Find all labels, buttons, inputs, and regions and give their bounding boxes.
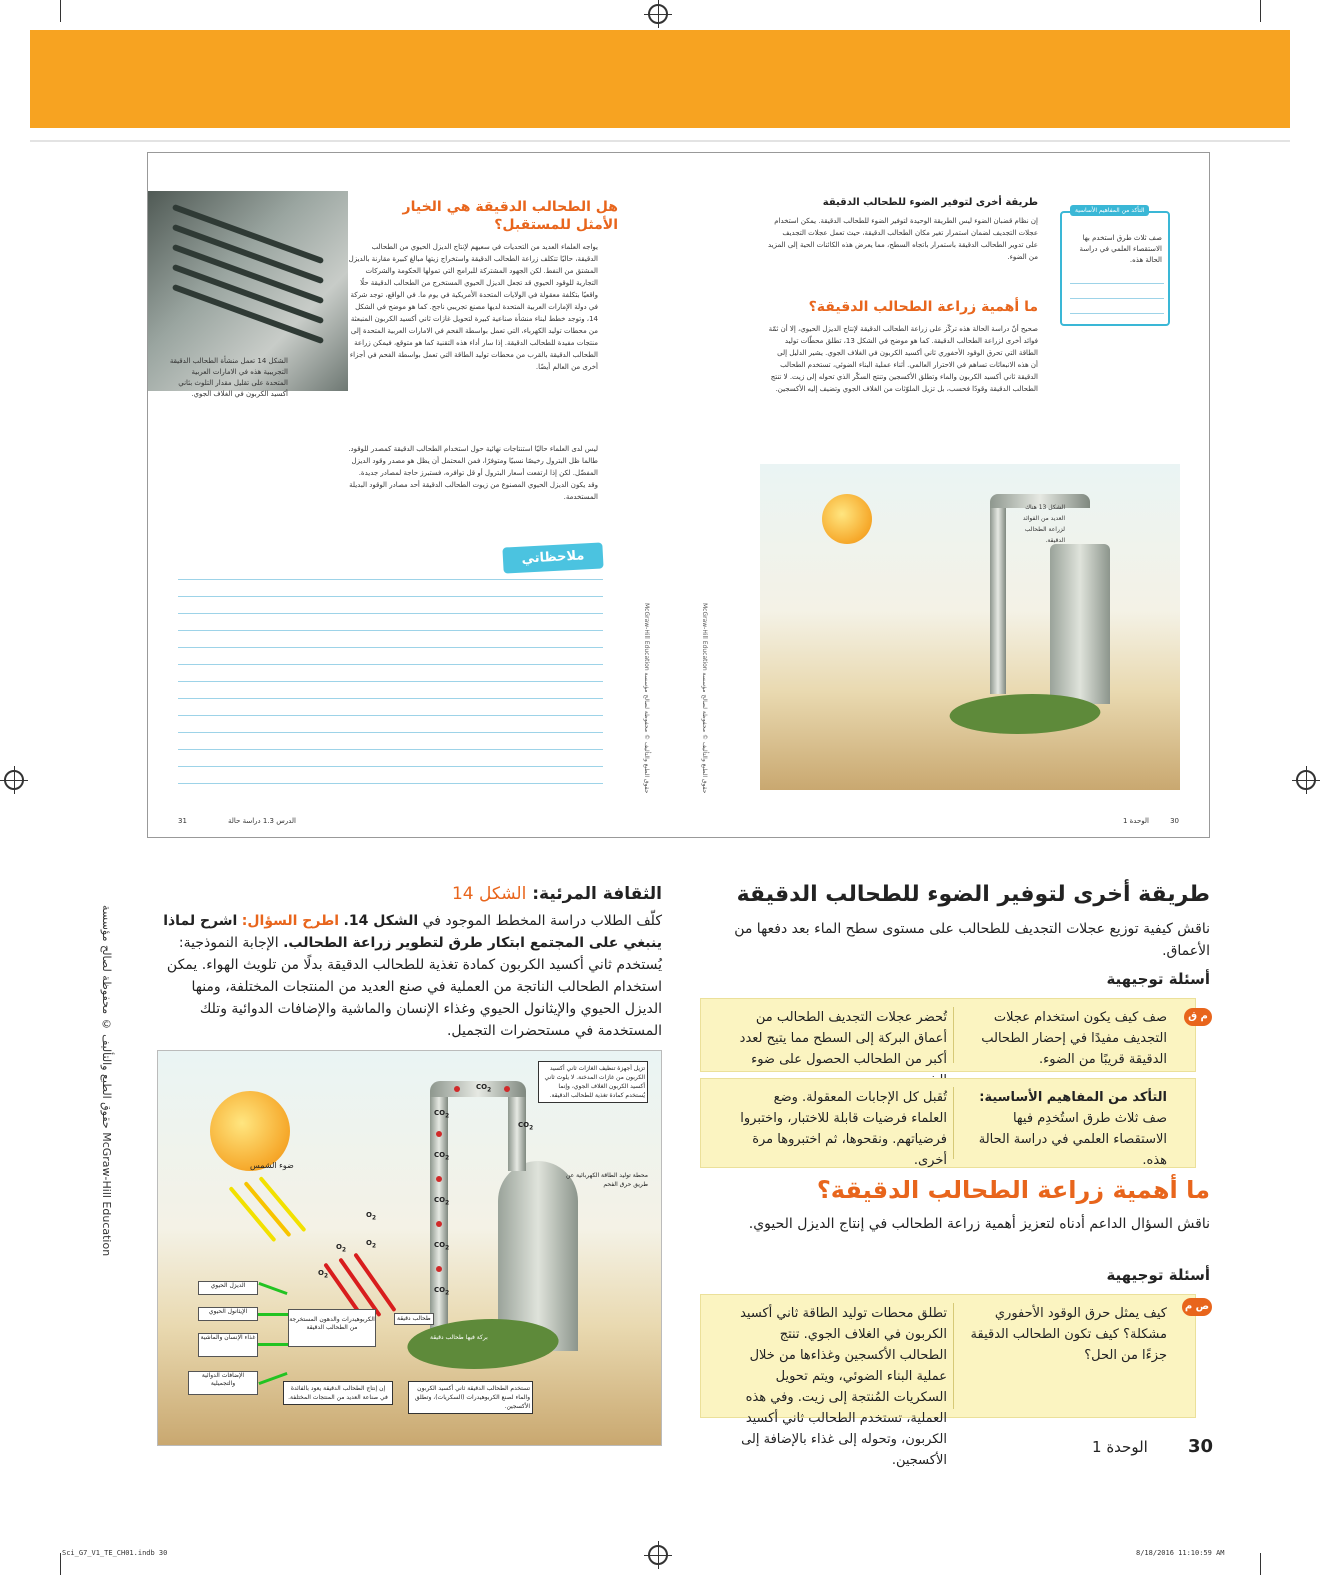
q2-question: كيف يمثل حرق الوقود الأحفوري مشكلة؟ كيف تكون الطحالب الدقيقة جزءًا من الحل؟ bbox=[970, 1306, 1167, 1363]
right-page-unit: الوحدة 1 bbox=[1122, 817, 1149, 825]
co2-label: $CO_2$ bbox=[434, 1196, 450, 1207]
concept-check-answer-box bbox=[700, 1078, 1196, 1168]
bottom-right-callout: تستخدم الطحالب الدقيقة ثاني أكسيد الكربون والماء لصنع الكربوهيدرات (السكريات)، وتطلق الأكسجين. bbox=[408, 1381, 533, 1414]
left-page-para-2: ليس لدى العلماء حاليًا استنتاجات نهائية حول استخدام الطحالب الدقيقة كمصدر للوقود. طالما ظل البترول رخيصًا نسبيًا ومتوفرًا، فمن المحتمل أن يظل هو مصدر وقود الديزل المفضّل. لكن إذا ارتفعت أسعار البترول أو قل توافره، فستبرز حاجة لمصادر جديدة. وقد يكون الديزل الحيوي المصنوع من زيوت الطحالب الدقيقة أحد مصادر الوقود البديلة المستخدمة. bbox=[348, 445, 598, 501]
pond-label: بركة فيها طحالب دقيقة bbox=[430, 1334, 488, 1341]
figure-13-diagram bbox=[760, 464, 1180, 790]
co2-label: $CO_2$ bbox=[518, 1121, 534, 1132]
q2-answer: تطلق محطات توليد الطاقة ثاني أكسيد الكربون في الغلاف الجوي. تنتج الطحالب الأكسجين وغذاءها من خلال عملية البناء الضوئي، ويتم تحويل السكريات المُنتجة إلى زيت. وفي هذه العملية، تستخدم الطحالب ثاني أكسيد الكربون، وتحوله إلى غذاء بالإضافة إلى الأكسجين. bbox=[740, 1306, 947, 1468]
q2-level-badge: ص م bbox=[1182, 1298, 1212, 1316]
teacher-section1-title: طريقة أخرى لتوفير الضوء للطحالب الدقيقة bbox=[736, 882, 1210, 907]
smokestack bbox=[990, 504, 1006, 694]
visual-text-d: الإجابة النموذجية: يُستخدم ثاني أكسيد الكربون كمادة تغذية للطحالب الدقيقة بدلًا من تلويث الهواء. يمكن استخدام الطحالب الناتجة من العملية في صنع العديد من المنتجات المختلفة، ومنها الديزل الحيوي والإيثانول الحيوي وغذاء الإنسان والماشية والإضافات الدوائية وتلك المستخدمة في مستحضرات التجميل. bbox=[166, 935, 662, 1039]
teacher-section1-text: ناقش كيفية توزيع عجلات التجديف للطحالب على مستوى سطح الماء بعد دفعها من الأعماق. bbox=[734, 921, 1210, 959]
guiding-questions-label-2: أسئلة توجيهية bbox=[1106, 1266, 1210, 1284]
left-page-lesson: الدرس 1.3 دراسة حالة bbox=[228, 817, 296, 825]
molecule-dot bbox=[436, 1131, 442, 1137]
power-plant-callout: محطة توليد الطاقة الكهربائية عن طريق حرق الفحم bbox=[566, 1172, 648, 1188]
visual-literacy-text bbox=[150, 910, 662, 1042]
figure-14-diagram bbox=[157, 1050, 662, 1446]
visual-literacy-title: الثقافة المرئية: bbox=[532, 884, 662, 904]
fig-caption: الشكل 13 هناك العديد من الفوائد لزراعة الطحالب الدقيقة. bbox=[1022, 504, 1065, 544]
right-section2-title: ما أهمية زراعة الطحالب الدقيقة؟ bbox=[808, 299, 1038, 315]
arrow bbox=[258, 1313, 288, 1316]
bottom-left-callout: إن إنتاج الطحالب الدقيقة يعود بالفائدة في صناعة العديد من المنتجات المختلفة. bbox=[283, 1381, 393, 1405]
right-page-credit: McGraw-Hill Education حقوق الطبع والتأليف © محفوظة لصالح مؤسسة bbox=[701, 603, 708, 794]
o2-label: $O_2$ bbox=[336, 1243, 347, 1254]
concept-check-block bbox=[967, 1087, 1167, 1171]
file-slug: Sci_G7_V1_TE_CH01.indb 30 bbox=[62, 1549, 168, 1557]
scrubber-callout: تزيل أجهزة تنظيف الغازات ثاني أكسيد الكربون من غازات المدخنة. لا يلوث ثاني أكسيد الكربون الغلاف الجوي، وإنما يُستخدم كمادة تغذية للطحالب الدقيقة. bbox=[538, 1061, 648, 1103]
o2-label: $O_2$ bbox=[366, 1239, 377, 1250]
concept-check-title: التأكد من المفاهيم الأساسية bbox=[1070, 205, 1149, 216]
crop-mark bbox=[1260, 0, 1261, 22]
crop-mark bbox=[60, 1553, 61, 1575]
notes-lines bbox=[178, 563, 603, 784]
power-plant bbox=[1050, 544, 1110, 704]
page-number: 30 bbox=[1188, 1436, 1214, 1457]
extracted-box: الكربوهيدرات والدهون المستخرجة من الطحالب الدقيقة bbox=[288, 1309, 376, 1347]
co2-label: $CO_2$ bbox=[434, 1241, 450, 1252]
arrow bbox=[258, 1343, 288, 1346]
left-page-credit: McGraw-Hill Education حقوق الطبع والتأليف © محفوظة لصالح مؤسسة bbox=[643, 603, 650, 794]
q1-answer: تُحضر عجلات التجديف الطحالب من أعماق البركة إلى السطح مما يتيح لعدد أكبر من الطحالب الحصول على ضوء bbox=[739, 1010, 947, 1067]
teacher-section2-text: ناقش السؤال الداعم أدناه لتعزيز أهمية زراعة الطحالب في إنتاج الديزل الحيوي. bbox=[748, 1216, 1210, 1232]
left-page-para-1: يواجه العلماء العديد من التحديات في سعيهم لإنتاج الديزل الحيوي من الطحالب الدقيقة، حاليًا تتكلف زراعة الطحالب الدقيقة واستخراج زيتها مبالغ كبيرة مقارنة بالديزل المشتق من النفط. لكن الجهود المشتركة للبرامج التي تمولها الحكومة والشركات التجارية للوقود الحيوي قد تجعل الديزل الحيوي المستخرج من الطحالب الدقيقة حلًا واقعيًا بتكلفة معقولة في الولايات المتحدة الأمريكية في يوم ما. في الواقع، توجد شركة في دولة الإمارات العربية المتحدة لديها مصنع تجريبي ناجح. كما هو موضح في الشكل 14، وتوجد خطط لبناء منشأة صناعية كبيرة لتحويل غازات ثاني أكسيد الكربون المنبعثة من محطات توليد الكهرباء، التي تعمل بواسطة الفحم في الامارات العربية المتحدة إلى منتجات مفيدة للطحالب الدقيقة. إذا سار أداء هذه التقنية كما هو متوقع، فيمكن زراعة الطحالب الدقيقة بالقرب من محطات توليد الطاقة التي تعمل بواسطة الفحم في أجزاء أخرى من العالم أيضًا. bbox=[348, 243, 598, 371]
molecule-dot bbox=[436, 1266, 442, 1272]
product-biodiesel: الديزل الحيوي bbox=[198, 1281, 258, 1295]
left-page-title: هل الطحالب الدقيقة هي الخيار الأمثل للمستقبل؟ bbox=[402, 199, 618, 233]
concept-check-question-text: صف ثلاث طرق استُخدِم فيها الاستقصاء العلمي في دراسة الحالة هذه. bbox=[978, 1111, 1167, 1168]
right-section1-title: طريقة أخرى لتوفير الضوء للطحالب الدقيقة bbox=[822, 197, 1038, 208]
student-page-spread bbox=[147, 152, 1210, 838]
right-section1-text: إن نظام قضبان الضوء ليس الطريقة الوحيدة لتوفير الضوء للطحالب الدقيقة. يمكن استخدام عجلات التجديف لضمان استمرار تغير مكان الطحالب الدقيقة، حيث تعمل عجلات التجديف على تدوير الطحالب الدقيقة باستمرار باتجاه السطح، مما يعرض هذه الكائنات الحية إلى المزيد من الضوء. bbox=[768, 217, 1038, 261]
crop-mark bbox=[1260, 1553, 1261, 1575]
product-additives: الإضافات الدوائية والتجميلية bbox=[188, 1371, 258, 1395]
guiding-question-box-1 bbox=[700, 998, 1196, 1072]
co2-label: $CO_2$ bbox=[476, 1083, 492, 1094]
concept-check-box bbox=[1060, 207, 1170, 326]
date-slug: 8/18/2016 11:10:59 AM bbox=[1136, 1549, 1225, 1557]
co2-label: $CO_2$ bbox=[434, 1109, 450, 1120]
registration-mark bbox=[4, 770, 24, 790]
registration-mark bbox=[648, 4, 668, 24]
molecule-dot bbox=[504, 1086, 510, 1092]
molecule-dot bbox=[436, 1176, 442, 1182]
o2-label: $O_2$ bbox=[318, 1269, 329, 1280]
concept-check-label: التأكد من المفاهيم الأساسية: bbox=[979, 1090, 1167, 1105]
molecule-dot bbox=[436, 1221, 442, 1227]
product-bioethanol: الإيثانول الحيوي bbox=[198, 1307, 258, 1321]
visual-text-b: الشكل 14. bbox=[343, 913, 419, 929]
co2-label: $CO_2$ bbox=[434, 1286, 450, 1297]
guiding-questions-label-1: أسئلة توجيهية bbox=[1106, 970, 1210, 988]
ask-label: اطرح السؤال: bbox=[241, 913, 340, 929]
visual-text-a: كلّف الطلاب دراسة المخطط الموجود في bbox=[422, 913, 662, 929]
concept-check-answer: تُقبل كل الإجابات المعقولة. وضع العلماء فرضيات قابلة للاختبار، واختبروا فرضياتهم. ونقحوها، ثم اختبروها مرة أخرى. bbox=[740, 1090, 947, 1168]
vertical-copyright: حقوق الطبع والتأليف © محفوظة لصالح مؤسسة McGraw-Hill Education bbox=[100, 905, 113, 1257]
photo-caption: الشكل 14 تعمل منشأة الطحالب الدقيقة التجريبية هذه في الامارات العربية المتحدة على تقليل مقدار التلوث بثاني أكسيد الكربون في الغلاف الجوي. bbox=[169, 357, 288, 398]
algae-label: طحالب دقيقة bbox=[394, 1313, 434, 1325]
header-banner bbox=[30, 30, 1290, 128]
registration-mark bbox=[648, 1545, 668, 1565]
concept-check-question: صف ثلاث طرق استخدم بها الاستقصاء العلمي في دراسة الحالة هذه. bbox=[1079, 234, 1162, 264]
co2-label: $CO_2$ bbox=[434, 1151, 450, 1162]
sunlight-label: ضوء الشمس bbox=[250, 1161, 294, 1170]
visual-literacy-heading bbox=[430, 884, 662, 904]
visual-text-c: اشرح لماذا ينبغي على المجتمع ابتكار طرق لتطوير زراعة الطحالب. bbox=[163, 913, 662, 951]
molecule-dot bbox=[454, 1086, 460, 1092]
divider bbox=[30, 140, 1290, 142]
q1-question: صف كيف يكون استخدام عجلات التجديف مفيدًا في إحضار الطحالب الدقيقة قريبًا من الضوء. bbox=[981, 1010, 1167, 1067]
o2-label: $O_2$ bbox=[366, 1211, 377, 1222]
left-page-number: 31 bbox=[178, 817, 187, 825]
crop-mark bbox=[60, 0, 61, 22]
right-section2-text: صحيح أنّ دراسة الحالة هذه تركّز على زراعة الطحالب الدقيقة لإنتاج الديزل الحيوي، إلا أن ثمّة فوائد أخرى لزراعة الطحالب الدقيقة. كما هو موضح في الشكل 13، تطلق محطّات توليد الطاقة التي تحرق الوقود الأحفوري ثاني أكسيد الكربون في الغلاف الجوي. يشير الدليل إلى أن هذه الانبعاثات تساهم في الاحترار العالمي. أثناء عملية البناء الضوئي، تستخدم الطحالب الدقيقة ثاني أكسيد الكربون والماء وتطلق الأكسجين وتنتج السكّر الذي تحوله إلى زيت. لا تنتج الطحالب الدقيقة وقودًا فحسب، بل تزيل الملوّثات من الغلاف الجوي وتضيف إليه الأكسجين. bbox=[768, 325, 1038, 393]
unit-label: الوحدة 1 bbox=[1092, 1438, 1148, 1456]
product-food: غذاء الإنسان والماشية bbox=[198, 1333, 258, 1357]
q1-level-badge: م ق bbox=[1184, 1008, 1212, 1026]
sun-icon bbox=[822, 494, 872, 544]
visual-literacy-figure: الشكل 14 bbox=[451, 884, 527, 904]
teacher-section2-title: ما أهمية زراعة الطحالب الدقيقة؟ bbox=[816, 1176, 1210, 1204]
notes-label: ملاحظاتي bbox=[502, 542, 603, 573]
right-page-number: 30 bbox=[1170, 817, 1179, 825]
sun-icon bbox=[210, 1091, 290, 1171]
registration-mark bbox=[1296, 770, 1316, 790]
